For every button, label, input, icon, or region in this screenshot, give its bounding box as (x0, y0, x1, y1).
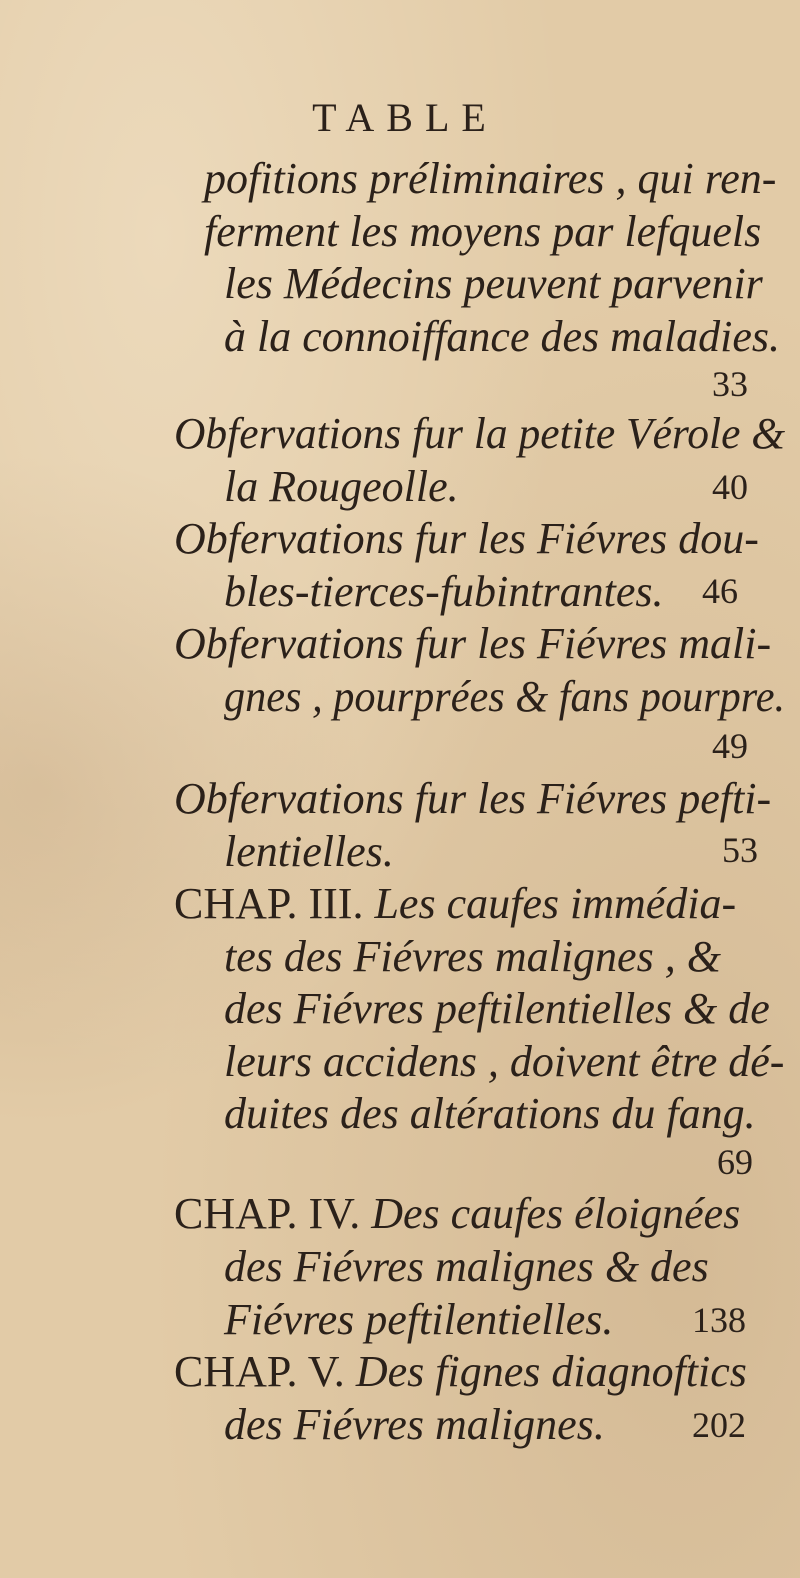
chapter-heading (174, 879, 737, 928)
chapter-heading (174, 1347, 747, 1396)
chapter-heading (174, 1189, 741, 1238)
running-header: TABLE (312, 95, 498, 140)
entry-line: Des caufes éloignées (371, 1189, 741, 1238)
chapter-label: CHAP. IV. (174, 1189, 361, 1238)
page-number: 49 (712, 726, 748, 766)
entry-line: Obfervations fur la petite Vérole & (174, 409, 786, 458)
entry-line: des Fiévres peftilentielles & de (224, 984, 770, 1033)
entry-line: les Médecins peuvent parvenir (224, 259, 763, 308)
page-number: 46 (702, 571, 738, 611)
entry-line: Des fignes diagnoftics (355, 1347, 747, 1396)
entry-line: tes des Fiévres malignes , & (224, 932, 721, 981)
entry-line: des Fiévres malignes & des (224, 1242, 709, 1291)
page-number: 53 (722, 830, 758, 870)
entry-line: Obfervations fur les Fiévres pefti- (174, 774, 772, 823)
entry-line: bles-tierces-fubintrantes. (224, 567, 664, 616)
entry-line: la Rougeolle. (224, 462, 459, 511)
entry-line: des Fiévres malignes. (224, 1400, 605, 1449)
page-number: 138 (692, 1300, 746, 1340)
entry-line: pofitions préliminaires , qui ren- (204, 154, 777, 203)
entry-line: gnes , pourprées & fans pourpre. (224, 672, 786, 721)
page-number: 69 (717, 1142, 753, 1182)
entry-line: Obfervations fur les Fiévres mali- (174, 619, 772, 668)
entry-line: Fiévres peftilentielles. (224, 1295, 614, 1344)
chapter-label: CHAP. III. (174, 879, 364, 928)
page-number: 40 (712, 467, 748, 507)
page-number: 202 (692, 1405, 746, 1445)
page-number: 33 (712, 364, 748, 404)
entry-line: lentielles. (224, 827, 394, 876)
entry-line: Les caufes immédia- (374, 879, 737, 928)
entry-line: leurs accidens , doivent être dé- (224, 1037, 785, 1086)
entry-line: ferment les moyens par lefquels (204, 207, 762, 256)
entry-line: à la connoiffance des maladies. (224, 312, 781, 361)
entry-line: duites des altérations du fang. (224, 1089, 756, 1138)
entry-line: Obfervations fur les Fiévres dou- (174, 514, 759, 563)
chapter-label: CHAP. V. (174, 1347, 345, 1396)
